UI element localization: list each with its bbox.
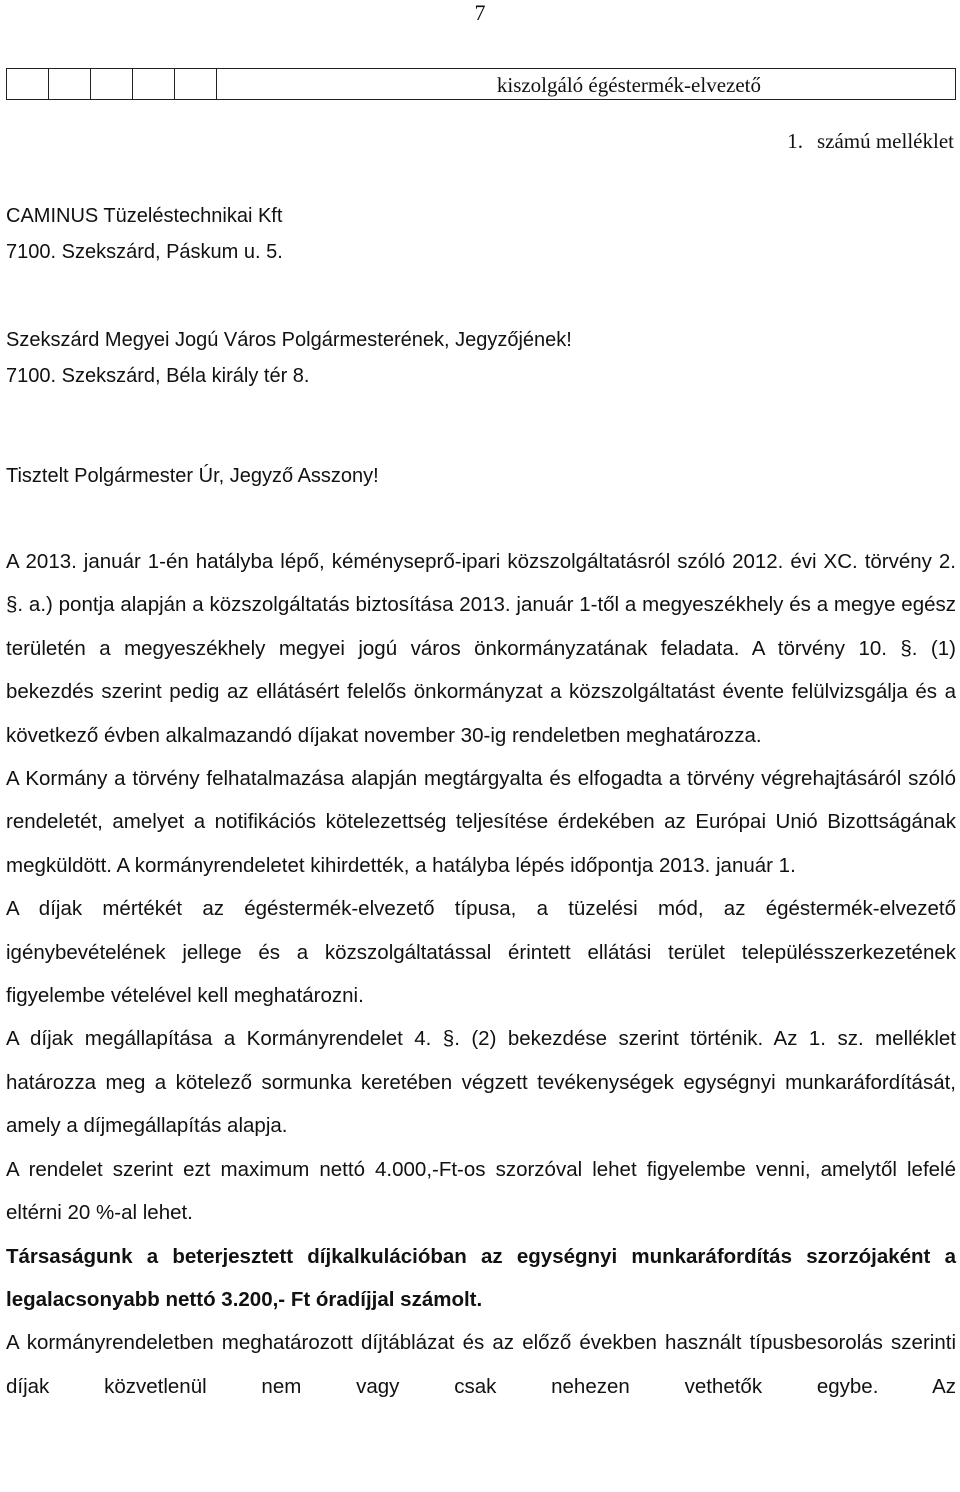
header-empty-cell bbox=[133, 69, 175, 100]
annex-text: számú melléklet bbox=[816, 129, 954, 153]
recipient-address: 7100. Szekszárd, Béla király tér 8. bbox=[6, 365, 310, 387]
header-empty-cell bbox=[49, 69, 91, 100]
salutation: Tisztelt Polgármester Úr, Jegyző Asszony! bbox=[6, 465, 379, 487]
header-empty-cell bbox=[175, 69, 217, 100]
body-paragraph: A 2013. január 1-én hatályba lépő, kéményseprő-ipari közszolgáltatásról szóló 2012. évi XC. törvény 2. §. a.) pontja alapján a közszolgáltatás biztosítása 2013. január 1-től a megyeszékhely és a megye egész területén a megyeszékhely megyei jogú város önkormányzatának feladata. A törvény 10. §. (1) bekezdés szerint pedig az ellátásért felelős önkormányzat a közszolgáltatást évente felülvizsgálja és a következő évben alkalmazandó díjakat november 30-ig rendeletben meghatározza. bbox=[6, 550, 956, 747]
letter-body bbox=[6, 540, 956, 1408]
page-number: 7 bbox=[474, 0, 486, 25]
body-paragraph: A díjak megállapítása a Kormányrendelet 4. §. (2) bekezdése szerint történik. Az 1. sz. melléklet határozza meg a kötelező sormunka keretében végzett tevékenységek egységnyi munkaráfordítását, amely a díjmegállapítás alapja. bbox=[6, 1027, 956, 1138]
sender-address: 7100. Szekszárd, Páskum u. 5. bbox=[6, 241, 283, 263]
annex-label bbox=[787, 126, 954, 156]
sender-name: CAMINUS Tüzeléstechnikai Kft bbox=[6, 205, 283, 227]
annex-number: 1. bbox=[787, 129, 803, 153]
body-paragraph: A kormányrendeletben meghatározott díjtáblázat és az előző években használt típusbesorolás szerinti díjak közvetlenül nem vagy csak nehezen vethetők egybe. Az bbox=[6, 1331, 956, 1398]
recipient-name: Szekszárd Megyei Jogú Város Polgármesterének, Jegyzőjének! bbox=[6, 329, 572, 351]
header-table bbox=[6, 68, 956, 100]
body-paragraph: A díjak mértékét az égéstermék-elvezető típusa, a tüzelési mód, az égéstermék-elvezető igénybevételének jellege és a közszolgáltatással érintett ellátási terület településszerkezetének figyelembe vételével kell meghatározni. bbox=[6, 897, 956, 1008]
body-paragraph: A Kormány a törvény felhatalmazása alapján megtárgyalta és elfogadta a törvény végrehajtásáról szóló rendeletét, amelyet a notifikációs kötelezettség teljesítése érdekében az Európai Unió Bizottságának megküldött. A kormányrendeletet kihirdették, a hatályba lépés időpontja 2013. január 1. bbox=[6, 767, 956, 877]
sender-block bbox=[6, 198, 956, 270]
recipient-block bbox=[6, 322, 956, 394]
header-title: kiszolgáló égéstermék-elvezető bbox=[496, 73, 761, 97]
header-empty-cell bbox=[91, 69, 133, 100]
header-title-cell bbox=[217, 69, 956, 100]
body-paragraph: A rendelet szerint ezt maximum nettó 4.000,-Ft-os szorzóval lehet figyelembe venni, amelytől lefelé eltérni 20 %-al lehet. bbox=[6, 1157, 956, 1225]
header-empty-cell bbox=[7, 69, 49, 100]
body-paragraph-bold: Társaságunk a beterjesztett díjkalkulációban az egységnyi munkaráfordítás szorzójaként a legalacsonyabb nettó 3.200,- Ft óradíjjal számolt. bbox=[6, 1244, 956, 1311]
